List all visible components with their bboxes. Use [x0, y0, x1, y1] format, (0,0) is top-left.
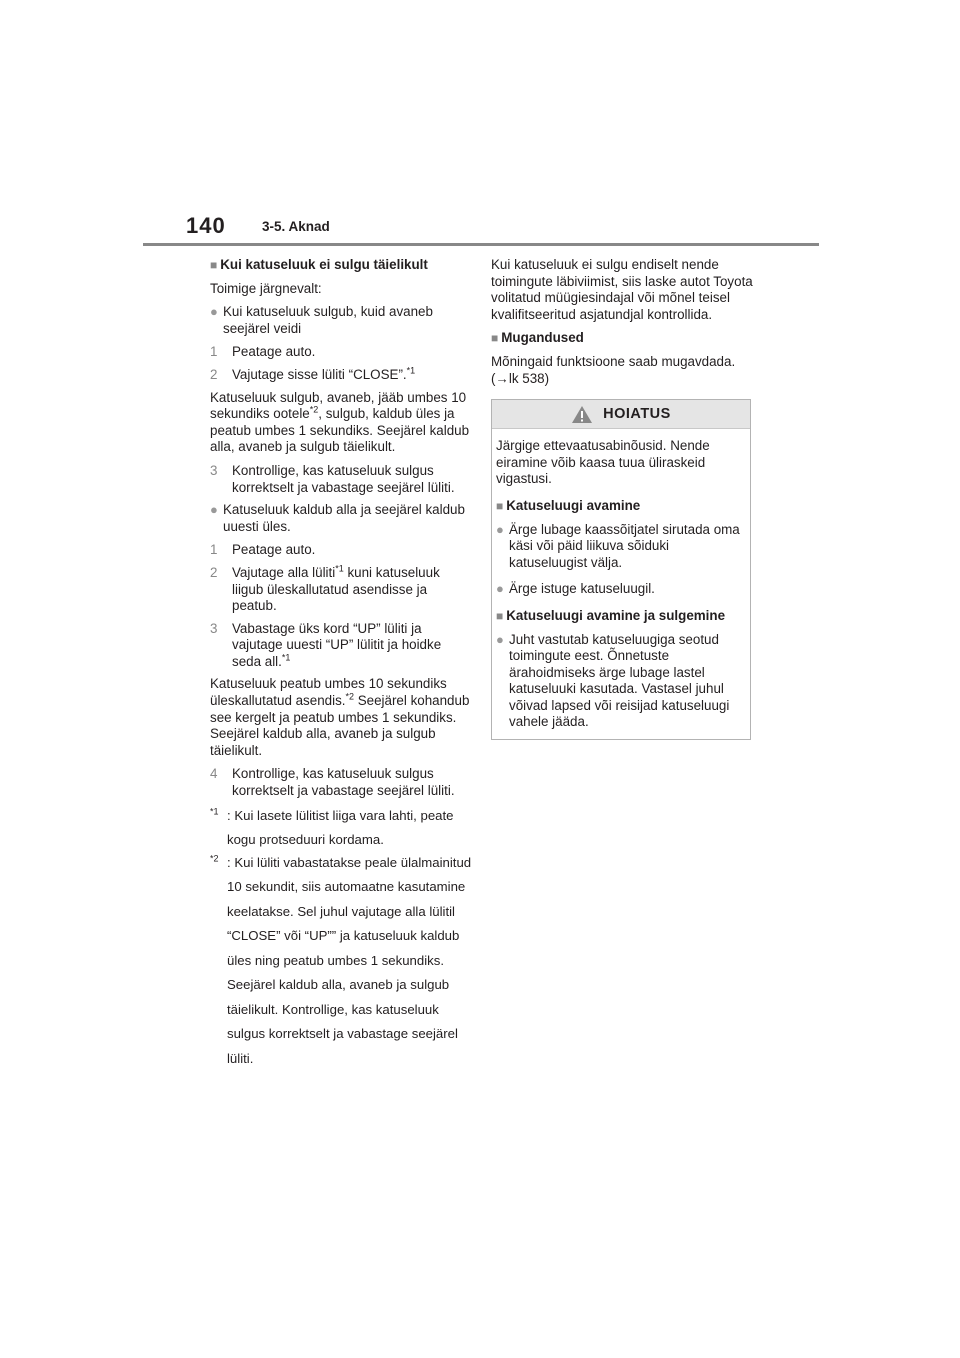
step-number: 2 — [210, 564, 218, 580]
step-number: 3 — [210, 462, 218, 478]
step-item — [210, 621, 472, 671]
left-column — [210, 257, 472, 1071]
step-text: Kontrollige, kas katuseluuk sulgus korrektselt ja vabastage seejärel lüliti. — [232, 462, 455, 495]
page-number: 140 — [186, 213, 226, 238]
footnote-ref: *1 — [335, 563, 344, 574]
footnote — [210, 851, 472, 1072]
square-bullet-icon: ■ — [496, 498, 504, 513]
intro-text: Toimige järgnevalt: — [210, 280, 322, 296]
step-text: Vabastage üks kord “UP” lüliti ja vajutage uuesti “UP” lülitit ja hoidke seda all.$^{*1}$ — [232, 620, 442, 669]
header-divider — [143, 243, 819, 246]
step-item — [210, 367, 472, 384]
body-paragraph: Katuseluuk peatub umbes 10 sekundiks üleskallutatud asendis.$^{*2}$ Seejärel kohandub see kergelt ja peatub umbes 1 sekundiks. Seejärel kaldub alla, avaneb ja sulgub täielikult. — [210, 676, 470, 758]
page-reference-link[interactable]: lk 538) — [508, 370, 550, 386]
footnote-text: : Kui lüliti vabastatakse peale ülalmainitud 10 sekundit, siis automaatne kasutamine keelatakse. Sel juhul vajutage alla lülitil “CLOSE” või “UP”” ja katuseluuk kaldub üles ning peatub umbes 1 sekundiks. Seejärel kaldub alla, avaneb ja sulgub täielikult. Kontrollige, kas katuseluuk sulgus korrektselt ja vabastage seejärel lüliti. — [227, 854, 472, 1066]
step-item — [210, 565, 472, 615]
right-column — [491, 257, 753, 740]
footnote-mark: *1 — [210, 806, 219, 817]
bullet-item: ● Kui katuseluuk sulgub, kuid avaneb seejärel veidi — [210, 304, 433, 336]
footnote-mark: *2 — [210, 853, 219, 864]
footnote — [210, 804, 472, 853]
warning-bullet: ● Juht vastutab katuseluugiga seotud toimingute eest. Õnnetuste ärahoidmiseks ärge lubage lastel katuseluuki kasutada. Vastasel juhul võivad lapsed või reisijad katuseluugi vahele jääda. — [496, 631, 730, 730]
continuation-paragraph: Kui katuseluuk ei sulgu endiselt nende toimingute läbiviimist, siis laske autot Toyota volitatud müügiesindajal või mõnel teisel kvalifitseeritud asjatundjal kontrollida. — [491, 257, 753, 322]
bullet-item: ● Katuseluuk kaldub alla ja seejärel kaldub uuesti üles. — [210, 502, 465, 534]
square-bullet-icon: ■ — [210, 258, 218, 272]
step-text: Vajutage alla lüliti$^{*1}$ kuni katuseluuk liigub üleskallutatud asendisse ja peatub. — [232, 563, 440, 614]
step-number: 2 — [210, 366, 218, 382]
circle-bullet-icon: ● — [210, 304, 218, 320]
arrow-icon: → — [495, 370, 509, 386]
warning-box — [491, 399, 751, 740]
section-heading: ■ Kui katuseluuk ei sulgu täielikult — [210, 257, 428, 272]
step-text: Vajutage sisse lüliti “CLOSE”.$^{*1}$ — [232, 365, 416, 382]
footnote-ref: *2 — [309, 404, 319, 415]
step-item — [210, 542, 472, 559]
footnote-ref: *1 — [406, 365, 416, 376]
warning-title: HOIATUS — [603, 405, 671, 422]
body-paragraph: Katuseluuk sulgub, avaneb, jääb umbes 10 sekundiks ootele$^{*2}$, sulgub, kaldub üles ja peatub umbes 1 sekundiks. Seejärel kaldub alla, avaneb ja sulgub täielikult. — [210, 389, 470, 455]
step-text: Peatage auto. — [232, 542, 316, 558]
footnote-text: : Kui lasete lülitist liiga vara lahti, peate kogu protseduuri kordama. — [227, 807, 454, 848]
step-number: 1 — [210, 344, 218, 360]
body-paragraph: Mõningaid funktsioone saab mugavdada. (→lk 538) — [491, 353, 736, 386]
step-item — [210, 463, 472, 496]
circle-bullet-icon: ● — [496, 581, 504, 597]
step-number: 3 — [210, 620, 218, 636]
warning-subheading: ■ Katuseluugi avamine — [496, 497, 641, 513]
step-text: Peatage auto. — [232, 344, 316, 360]
section-title: 3-5. Aknad — [262, 219, 330, 234]
footnote-ref: *2 — [345, 691, 354, 702]
warning-triangle-icon — [571, 405, 593, 424]
square-bullet-icon: ■ — [491, 331, 499, 346]
warning-intro: Järgige ettevaatusabinõusid. Nende eiramine võib kaasa tuua üliraskeid vigastusi. — [496, 438, 710, 487]
warning-body — [492, 429, 750, 739]
warning-bullet: ● Ärge istuge katuseluugil. — [496, 581, 655, 597]
circle-bullet-icon: ● — [496, 631, 504, 647]
section-heading: ■ Mugandused — [491, 330, 584, 346]
circle-bullet-icon: ● — [496, 521, 504, 537]
step-text: Kontrollige, kas katuseluuk sulgus korrektselt ja vabastage seejärel lüliti. — [232, 766, 455, 799]
step-number: 1 — [210, 542, 218, 558]
warning-bullet: ● Ärge lubage kaassõitjatel sirutada oma käsi või päid liikuva sõiduki katuseluugist välja. — [496, 521, 740, 570]
warning-subheading: ■ Katuseluugi avamine ja sulgemine — [496, 607, 726, 623]
step-number: 4 — [210, 766, 218, 782]
square-bullet-icon: ■ — [496, 608, 504, 623]
step-item — [210, 766, 472, 799]
step-item — [210, 344, 472, 361]
warning-header — [492, 400, 750, 429]
circle-bullet-icon: ● — [210, 502, 218, 518]
footnote-ref: *1 — [281, 652, 291, 663]
